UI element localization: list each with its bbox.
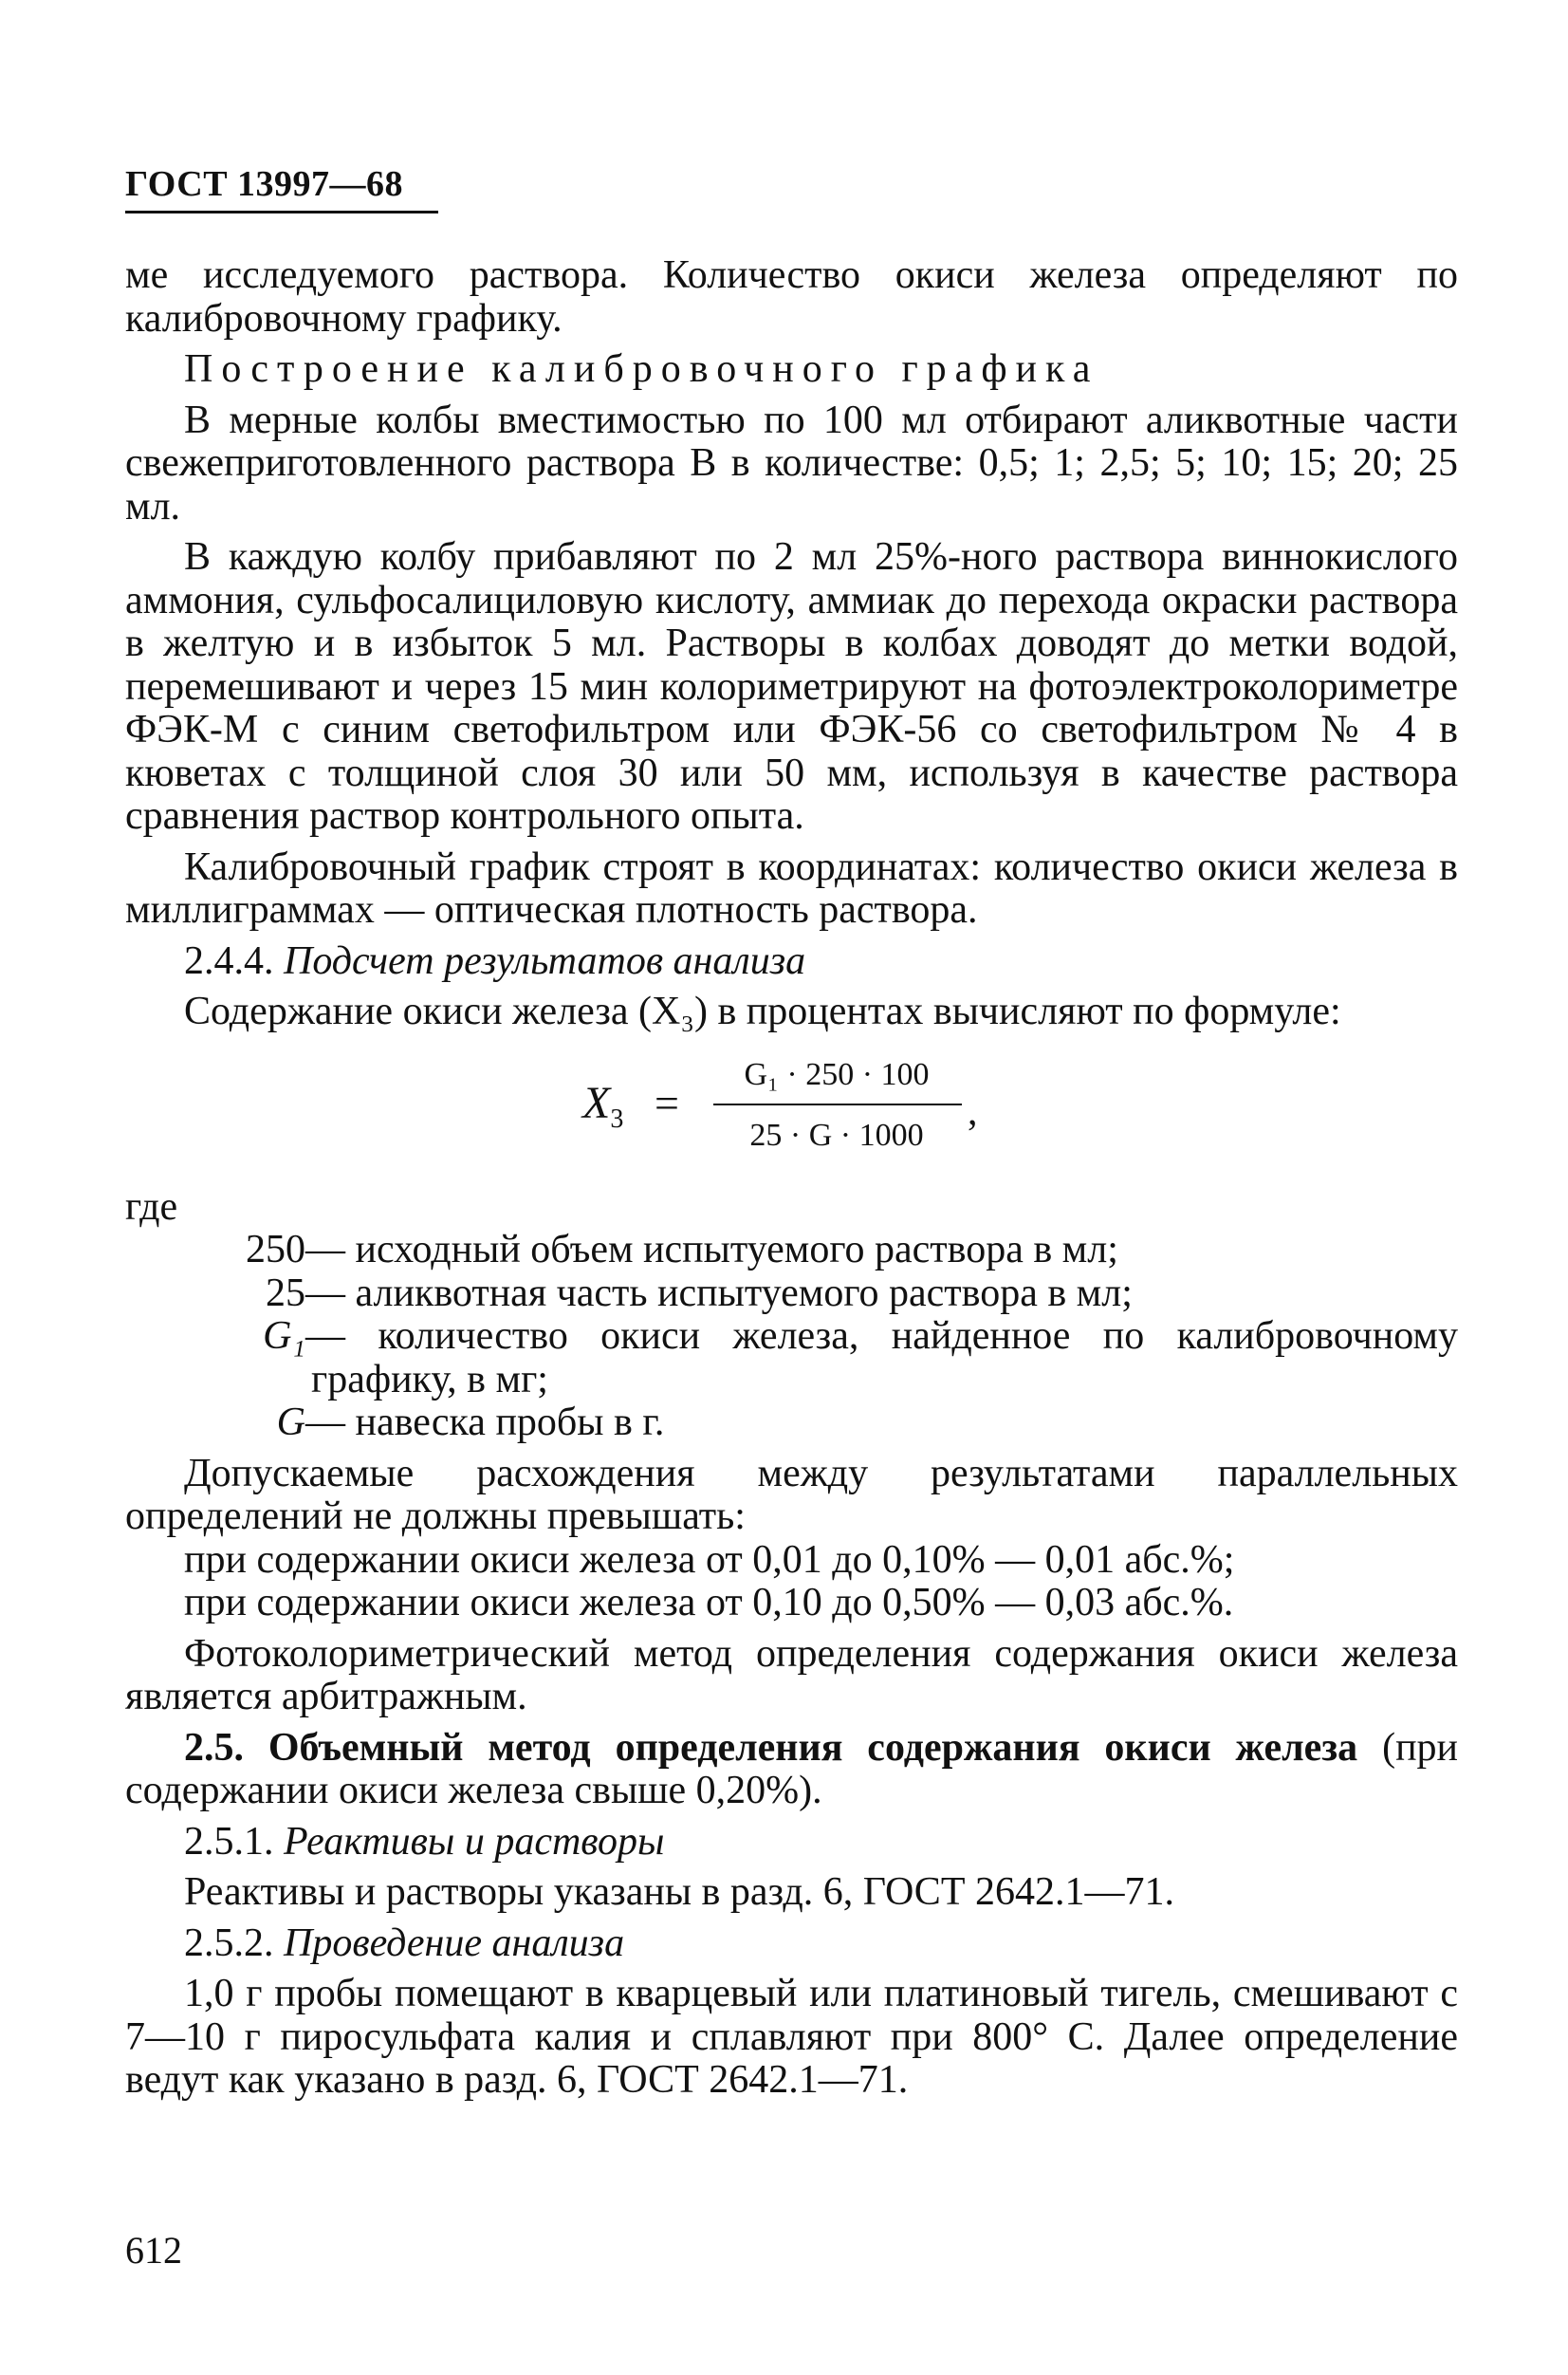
tolerance-list xyxy=(125,1539,1458,1625)
tolerance-line: при содержании окиси железа от 0,01 до 0,10% — 0,01 абс.%; xyxy=(184,1537,1235,1582)
fraction-bar xyxy=(713,1104,962,1105)
definition-text: — навеска пробы в г. xyxy=(305,1401,665,1444)
definition-text: — количество окиси железа, найденное по калибровочному xyxy=(305,1314,1458,1358)
definition-symbol: G xyxy=(276,1401,305,1444)
section-2-5-1-heading xyxy=(125,1821,1458,1865)
paragraph-calibration-3: Калибровочный график строят в координатах: количество окиси железа в миллиграммах — оптическая плотность раствора. xyxy=(125,844,1458,932)
tolerance-line: при содержании окиси железа от 0,10 до 0,50% — 0,03 абс.%. xyxy=(184,1581,1234,1624)
definition-text: — аликвотная часть испытуемого раствора в мл; xyxy=(305,1271,1133,1315)
section-2-5-2-heading xyxy=(125,1922,1458,1966)
definition-item xyxy=(125,1315,1458,1359)
header-rule xyxy=(125,211,438,213)
formula-comma: , xyxy=(968,1089,978,1134)
definition-symbol: 25 xyxy=(266,1271,305,1315)
document-header: ГОСТ 13997—68 xyxy=(125,164,404,204)
body-text xyxy=(125,254,1458,2103)
section-number: 2.4.4. xyxy=(184,938,274,983)
paragraph-calibration-2: В каждую колбу прибавляют по 2 мл 25%-ного раствора виннокислого аммония, сульфосалициловую кислоту, аммиак до перехода окраски раствора в желтую и в избыток 5 мл. Растворы в колбах доводят до метки водой, перемешивают и через 15 мин колориметрируют на фотоэлектроколориметре ФЭК-М с синим светофильтром или ФЭК-56 со светофильтром № 4 в кюветах с толщиной слоя 30 или 50 мм, используя в качестве раствора сравнения раствор контрольного опыта. xyxy=(125,535,1458,838)
section-number: 2.5.1. xyxy=(184,1819,274,1864)
formula-denominator: 25 · G · 1000 xyxy=(749,1117,924,1153)
section-title: Подсчет результатов анализа xyxy=(284,938,806,983)
paragraph-tolerance: Допускаемые расхождения между результатами параллельных определений не должны превышать: xyxy=(125,1451,1458,1538)
section-title-rest: (при содержании окиси железа свыше 0,20%). xyxy=(125,1725,1459,1812)
definition-item xyxy=(125,1229,1458,1272)
paragraph-arbitration: Фотоколориметрический метод определения содержания окиси железа является арбитражным. xyxy=(125,1631,1458,1718)
section-2-5-heading xyxy=(125,1727,1458,1813)
section-calibration-title: Построение калибровочного графика xyxy=(184,347,1099,391)
definition-text: — исходный объем испытуемого раствора в мл; xyxy=(305,1228,1118,1271)
paragraph-formula-intro: Содержание окиси железа (X₃) в процентах вычисляют по формуле: xyxy=(184,990,1341,1033)
formula-equals: = xyxy=(655,1078,679,1127)
section-title: Проведение анализа xyxy=(284,1920,625,1965)
section-number: 2.5.2. xyxy=(184,1920,274,1965)
definition-symbol: 250 xyxy=(246,1228,305,1271)
where-label: где xyxy=(125,1184,178,1229)
paragraph-reagents: Реактивы и растворы указаны в разд. 6, ГОСТ 2642.1—71. xyxy=(184,1870,1174,1914)
section-number: 2.5. xyxy=(184,1725,244,1770)
section-title: Объемный метод определения содержания окиси железа xyxy=(267,1725,1358,1770)
paragraph-procedure: 1,0 г пробы помещают в кварцевый или платиновый тигель, смешивают с 7—10 г пиросульфата калия и сплавляют при 800° С. Далее определение ведут как указано в разд. 6, ГОСТ 2642.1—71. xyxy=(125,1972,1458,2102)
definition-item xyxy=(125,1401,1458,1445)
formula xyxy=(125,1044,1458,1186)
definition-item-continuation xyxy=(125,1359,1458,1402)
formula-numerator: G₁ · 250 · 100 xyxy=(744,1056,930,1092)
paragraph-calibration-1: В мерные колбы вместимостью по 100 мл отбирают аликвотные части свежеприготовленного раствора В в количестве: 0,5; 1; 2,5; 5; 10; 15; 20; 25 мл. xyxy=(125,398,1458,529)
definitions-list xyxy=(125,1229,1458,1445)
formula-lhs: $X_3$ xyxy=(582,1077,624,1134)
definition-item xyxy=(125,1272,1458,1316)
section-title: Реактивы и растворы xyxy=(284,1819,665,1864)
definition-text-continued: графику, в мг; xyxy=(311,1357,548,1401)
section-2-4-4-heading xyxy=(125,940,1458,984)
definition-symbol: G₁ xyxy=(263,1314,305,1358)
page-number: 612 xyxy=(125,2229,182,2272)
paragraph-continuation: ме исследуемого раствора. Количество окиси железа определяют по калибровочному графику. xyxy=(125,253,1458,341)
